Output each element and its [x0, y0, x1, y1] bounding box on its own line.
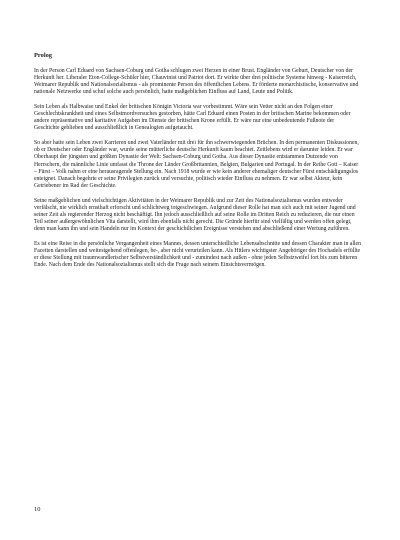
paragraph-3: So aber hatte sein Leben zwei Karrieren und zwei Vaterländer mit drei für ihn schwerwiegenden Brüchen. In den permanenten Diskussionen, ob er Deutscher oder Engländer war, wurde seine mütterliche deutsche Herkunft kaum beachtet. Zeitlebens wird er darunter leiden. Er war Oberhaupt der jüngsten und größten Dynastie der Welt: Sachsen-Coburg und Gotha. Aus dieser Dynastie entstammen Dutzende von Herrschern, die männliche Linie umfasst die Throne der Länder Großbritannien, Belgien, Bulgarien und Portugal. In der Reihe Gott – Kaiser – Fürst – Volk nahm er eine herausragende Stellung ein. Nach 1918 wurde er wie kein anderer ehemaliger deutscher Fürst entschädigungslos enteignet. Danach begehrte er seine Privilegien zurück und versuchte, politisch wieder Einfluss zu nehmen. Er war selbst Akteur, kein Getriebener im Rad der Geschichte.	[34, 140, 359, 189]
section-heading: Prolog	[34, 52, 52, 59]
paragraph-4: Seine maßgeblichen und vielschichtigen Aktivitäten in der Weimarer Republik und zur Zeit des Nationalsozialismus wurden entweder verfälscht, nie wirklich ernsthaft erforscht und schlichtweg totgeschwiegen. Aufgrund dieser Rolle hat man sich auch mit seiner Jugend und seiner Zeit als regierender Herzog nicht beschäftigt. Ihn jedoch ausschließlich auf seine Rolle im Dritten Reich zu reduzieren, die nur einen Teil seiner außergewöhnlichen Vita darstellt, wird ihm ebenfalls nicht gerecht. Die Gründe hierfür sind vielfältig und werden offen gelegt, denn man kann ihn und sein Handeln nur im Kontext der geschichtlichen Ereignisse verstehen und abschließend einer Wertung zuführen.	[34, 197, 356, 233]
page-number: 10	[34, 506, 41, 513]
paragraph-1: In der Person Carl Eduard von Sachsen-Coburg und Gotha schlugen zwei Herzen in einer Brust. Engländer von Geburt, Deutscher von der Herkunft her. Liberaler Eton-College-Schüler hier, Chauvinist und Patriot dort. Er wirkte über drei politische Systeme hinweg - Kaiserreich, Weimarer Republik und Nationalsozialismus - als prominente Person des öffentlichen Lebens. Er förderte monarchistische, konservative und nationale Netzwerke und schuf solche auch persönlich, hatte maßgeblichen Einfluss auf Land, Leute und Politik.	[34, 68, 359, 96]
page-body	[34, 52, 361, 277]
paragraph-5: Es ist eine Reise in die persönliche Vergangenheit eines Mannes, dessen unterschiedliche Lebensabschnitte und dessen Charakter man in allen Facetten darstellen und weitestgehend offenlegen, be-, aber nicht verurteilen kann. Als Hitlers wichtigster Angehöriger des Hochadels erfüllte er diese Stellung mit traumwandlerischer Selbstverständlichkeit und - zumindest nach außen - ohne jeden Selbstzweifel fort bis zum bitteren Ende. Nach dem Ende des Nationalsozialismus stellt sich die Frage nach seinem Einsichtsvermögen.	[34, 240, 361, 269]
paragraph-2: Sein Leben als Halbwaise und Enkel der britischen Königin Victoria war vorbestimmt. Wäre sein Vetter nicht an den Folgen einer Geschlechtskrankheit und eines Selbstmordversuches gestorben, hätte Carl Eduard einen Posten in der britischen Marine bekommen oder andere repräsentative und karitative Aufgaben im Dienste der britischen Krone erfüllt. Er wäre nur eine unbedeutende Fußnote der Geschichte geblieben und ausschließlich in Genealogien aufgetaucht.	[34, 104, 351, 132]
